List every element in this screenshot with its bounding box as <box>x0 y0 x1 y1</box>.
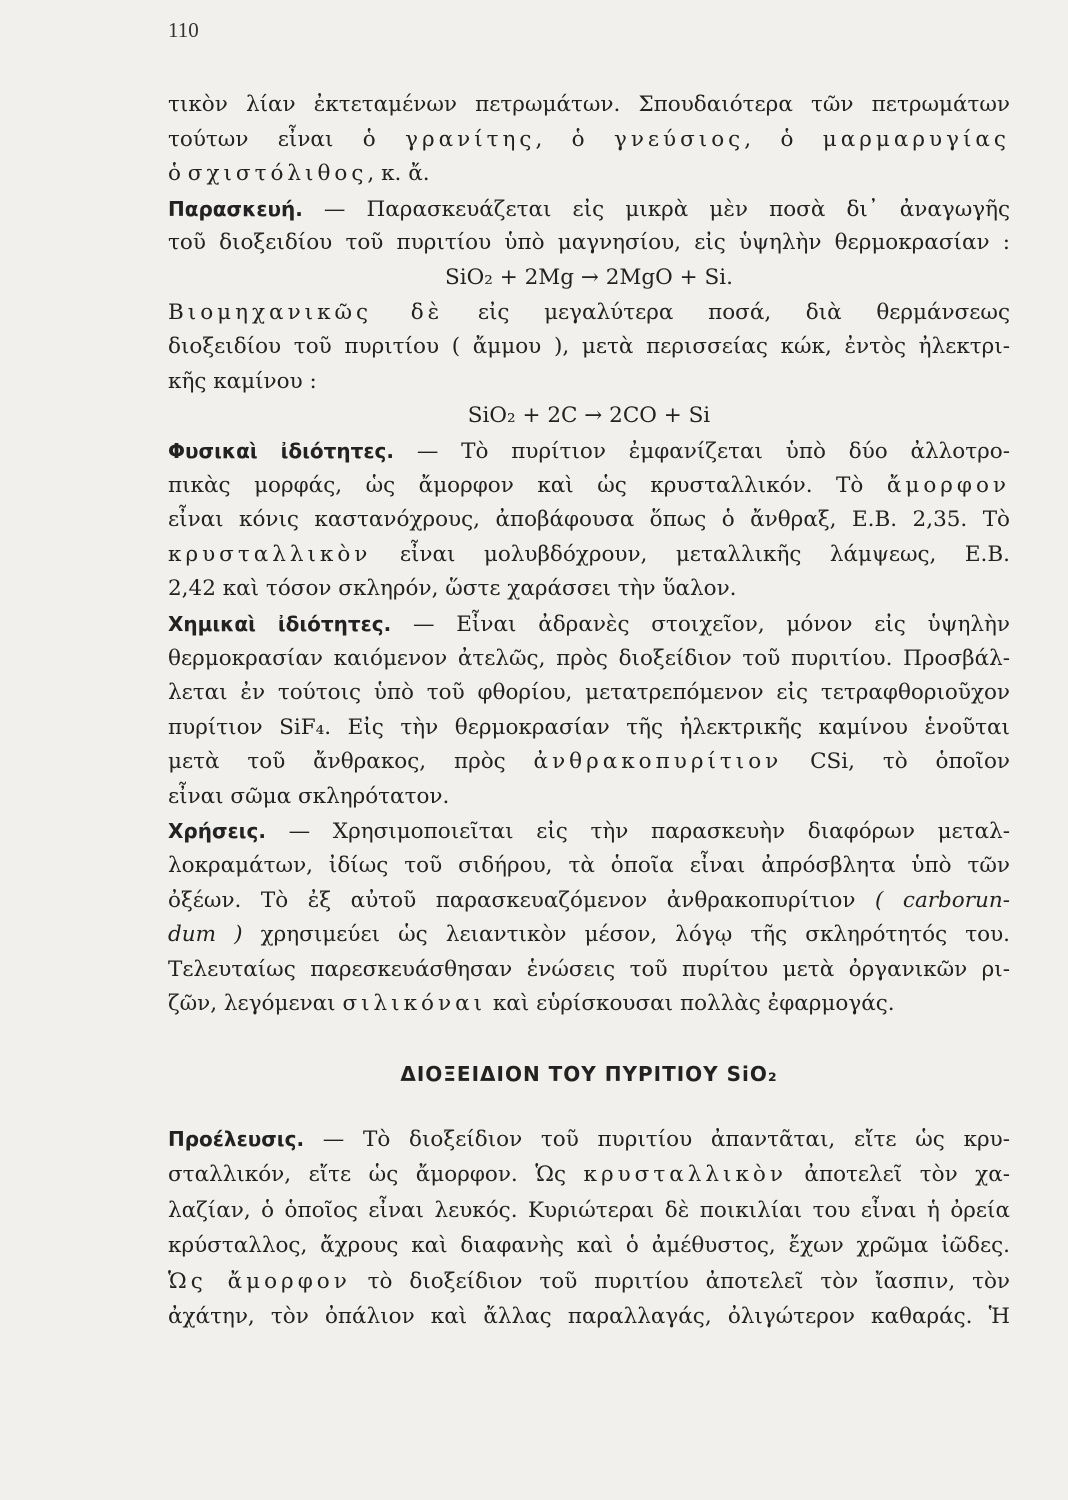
equation: SiO₂ + 2Mg → 2MgO + Si. <box>445 264 733 290</box>
text-line: θερμοκρασίαν καιόμενον ἀτελῶς, πρὸς διοξείδιον τοῦ πυριτίου. Προσβάλ- <box>168 645 1010 671</box>
text-line: λεται ἐν τούτοις ὑπὸ τοῦ φθορίου, μετατρεπόμενον εἰς τετραφθοριοῦχον <box>168 680 1010 706</box>
text-line: dum ) χρησιμεύει ὡς λειαντικὸν μέσον, λόγῳ τῆς σκληρότητός του. <box>168 922 1010 948</box>
origin-section <box>168 1122 1010 1334</box>
main-text <box>168 88 1010 1022</box>
text-line: Ὡς ἄμορφον τὸ διοξείδιον τοῦ πυριτίου ἀποτελεῖ τὸν ἴασπιν, τὸν <box>168 1268 1011 1294</box>
preparation-paragraph: Παρασκευή. — Παρασκευάζεται εἰς μικρὰ μὲν ποσὰ δι᾿ ἀναγωγῆς <box>168 196 1010 222</box>
chemical-properties-heading: Χημικαὶ ἰδιότητες. <box>168 611 392 636</box>
text-line: κρυσταλλικὸν εἶναι μολυβδόχρουν, μεταλλικῆς λάμψεως, Ε.Β. <box>168 541 1010 567</box>
text-line: τικὸν λίαν ἐκτεταμένων πετρωμάτων. Σπουδαιότερα τῶν πετρωμάτων <box>168 92 1010 117</box>
text-line: τοῦ διοξειδίου τοῦ πυριτίου ὑπὸ μαγνησίου, εἰς ὑψηλὴν θερμοκρασίαν : <box>168 230 1010 256</box>
text-line: Βιομηχανικῶς δὲ εἰς μεγαλύτερα ποσά, διὰ θερμάνσεως <box>168 299 1010 325</box>
text-line: λοκραμάτων, ἰδίως τοῦ σιδήρου, τὰ ὁποῖα εἶναι ἀπρόσβλητα ὑπὸ τῶν <box>168 853 1010 879</box>
equation: SiO₂ + 2C → 2CO + Si <box>467 403 711 429</box>
chemical-properties-paragraph: Χημικαὶ ἰδιότητες. — Εἶναι ἀδρανὲς στοιχεῖον, μόνον εἰς ὑψηλὴν <box>168 611 1010 637</box>
preparation-heading: Παρασκευή. <box>168 196 303 221</box>
physical-properties-heading: Φυσικαὶ ἰδιότητες. <box>168 438 394 463</box>
origin-heading: Προέλευσις. <box>168 1127 305 1151</box>
text-line: ζῶν, λεγόμεναι σιλικόναι καὶ εὑρίσκουσαι πολλὰς ἐφαρμογάς. <box>168 991 895 1017</box>
text-line: ὁ σχιστόλιθος, κ. ἄ. <box>168 161 430 187</box>
text-line: Τελευταίως παρεσκευάσθησαν ἑνώσεις τοῦ πυρίτου μετὰ ὀργανικῶν ρι- <box>168 956 1010 982</box>
text-line: λαζίαν, ὁ ὁποῖος εἶναι λευκός. Κυριώτεραι δὲ ποικιλίαι του εἶναι ἡ ὀρεία <box>168 1197 1010 1223</box>
text-line: κῆς καμίνου : <box>168 368 317 394</box>
text-line: πικὰς μορφάς, ὡς ἄμορφον καὶ ὡς κρυσταλλικόν. Τὸ ἄμορφον <box>168 472 1010 498</box>
text-line: διοξειδίου τοῦ πυριτίου ( ἄμμου ), μετὰ περισσείας κώκ, ἐντὸς ἠλεκτρι- <box>168 334 1010 360</box>
text-line: ἀχάτην, τὸν ὀπάλιον καὶ ἄλλας παραλλαγάς, ὀλιγώτερον καθαράς. Ἡ <box>168 1303 1010 1329</box>
text-line: εἶναι σῶμα σκληρότατον. <box>168 783 450 809</box>
text-line: μετὰ τοῦ ἄνθρακος, πρὸς ἀνθρακοπυρίτιον CSi, τὸ ὁποῖον <box>168 749 1010 775</box>
uses-paragraph: Χρήσεις. — Χρησιμοποιεῖται εἰς τὴν παρασκευὴν διαφόρων μεταλ- <box>168 819 1010 845</box>
section-title: ΔΙΟΞΕΙΔΙΟΝ ΤΟΥ ΠΥΡΙΤΙΟΥ SiO₂ <box>400 1062 778 1086</box>
page-number: 110 <box>168 18 199 42</box>
text-line: σταλλικόν, εἴτε ὡς ἄμορφον. Ὡς κρυσταλλικὸν ἀποτελεῖ τὸν χα- <box>168 1162 1010 1188</box>
text-line: κρύσταλλος, ἄχρους καὶ διαφανὴς καὶ ὁ ἀμέθυστος, ἔχων χρῶμα ἰῶδες. <box>168 1233 1010 1259</box>
physical-properties-paragraph: Φυσικαὶ ἰδιότητες. — Τὸ πυρίτιον ἐμφανίζεται ὑπὸ δύο ἀλλοτρο- <box>168 438 1010 464</box>
text-line: εἶναι κόνις καστανόχρους, ἀποβάφουσα ὅπως ὁ ἄνθραξ, Ε.Β. 2,35. Τὸ <box>168 507 1010 533</box>
text-line: ὀξέων. Τὸ ἐξ αὐτοῦ παρασκευαζόμενον ἀνθρακοπυρίτιον ( carborun- <box>168 887 1010 913</box>
text-line: τούτων εἶναι ὁ γρανίτης, ὁ γνεύσιος, ὁ μαρμαρυγίας <box>168 126 1010 152</box>
text-line: 2,42 καὶ τόσον σκληρόν, ὥστε χαράσσει τὴν ὕαλον. <box>168 576 737 602</box>
origin-paragraph: Προέλευσις. — Τὸ διοξείδιον τοῦ πυριτίου ἀπαντᾶται, εἴτε ὡς κρυ- <box>168 1127 1010 1152</box>
uses-heading: Χρήσεις. <box>168 819 266 844</box>
text-line: πυρίτιον SiF₄. Εἰς τὴν θερμοκρασίαν τῆς ἠλεκτρικῆς καμίνου ἑνοῦται <box>168 714 1010 740</box>
